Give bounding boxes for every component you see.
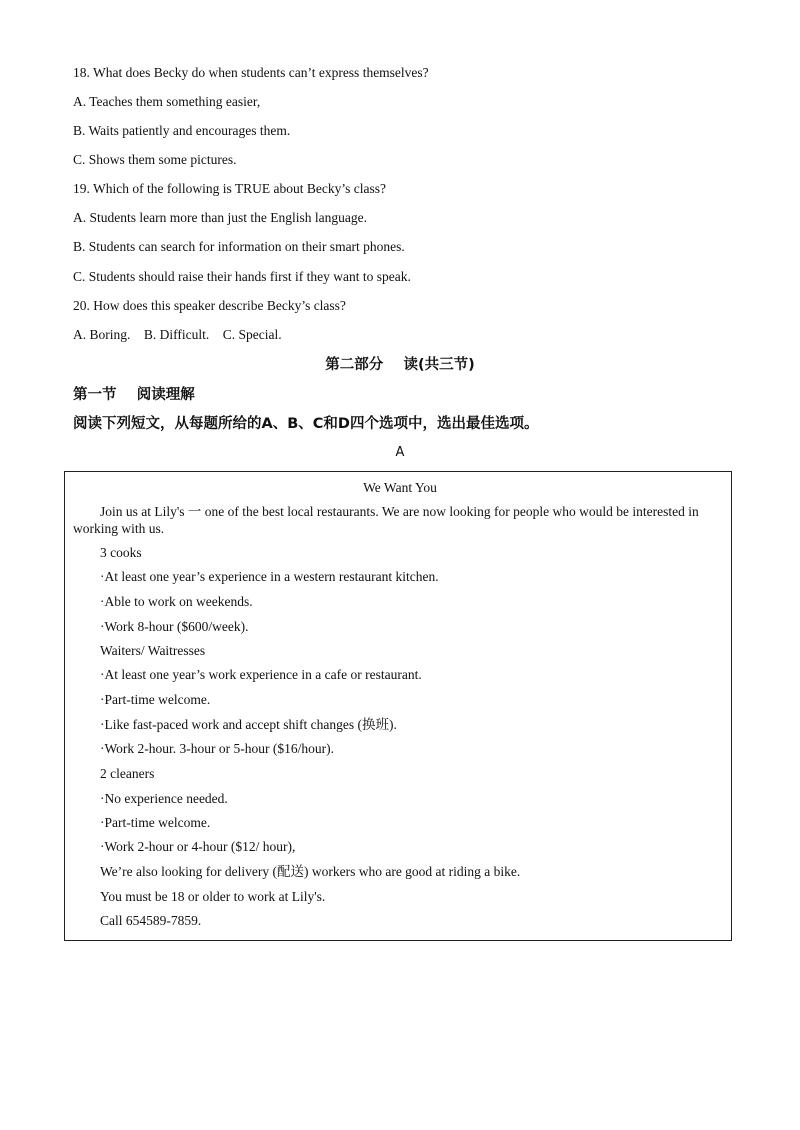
- question-18-option-b: B. Waits patiently and encourages them.: [73, 123, 291, 138]
- ad-line: ·Like fast-paced work and accept shift changes (换班).: [100, 717, 397, 732]
- ad-line: ·Work 8-hour ($600/week).: [100, 619, 249, 634]
- part-title: 第二部分 读(共三节): [325, 357, 475, 373]
- ad-line-age-requirement: You must be 18 or older to work at Lily's.: [100, 889, 326, 904]
- ad-line: ·At least one year’s experience in a western restaurant kitchen.: [100, 569, 439, 584]
- ad-line: ·At least one year’s work experience in a cafe or restaurant.: [100, 667, 422, 682]
- ad-line-delivery: We’re also looking for delivery (配送) workers who are good at riding a bike.: [100, 864, 521, 879]
- ad-title: We Want You: [363, 480, 437, 495]
- instruction: 阅读下列短文，从每题所给的A、B、C和D四个选项中，选出最佳选项。: [73, 416, 539, 432]
- ad-line-cleaners-heading: 2 cleaners: [100, 766, 155, 781]
- question-19-option-c: C. Students should raise their hands first if they want to speak.: [73, 269, 411, 284]
- ad-intro: Join us at Lily's 一 one of the best local restaurants. We are now looking for people who would be interested in working with us.: [73, 504, 699, 536]
- question-19-option-b: B. Students can search for information on their smart phones.: [73, 239, 405, 254]
- question-20-options: A. Boring. B. Difficult. C. Special.: [73, 327, 282, 342]
- ad-line: ·Able to work on weekends.: [100, 594, 253, 609]
- ad-line: ·Part-time welcome.: [100, 692, 211, 707]
- question-20-stem: 20. How does this speaker describe Becky’s class?: [73, 298, 346, 313]
- ad-line: ·Part-time welcome.: [100, 815, 211, 830]
- ad-line: ·Work 2-hour or 4-hour ($12/ hour),: [100, 839, 296, 854]
- ad-line-cooks-heading: 3 cooks: [100, 545, 142, 560]
- question-19-option-a: A. Students learn more than just the English language.: [73, 210, 367, 225]
- ad-line-waiters-heading: Waiters/ Waitresses: [100, 643, 206, 658]
- question-18-option-a: A. Teaches them something easier,: [73, 94, 261, 109]
- passage-label: A: [395, 445, 405, 460]
- section-title: 第一节 阅读理解: [73, 387, 195, 403]
- question-19-stem: 19. Which of the following is TRUE about Becky’s class?: [73, 181, 386, 196]
- ad-line: ·No experience needed.: [100, 791, 228, 806]
- question-18-stem: 18. What does Becky do when students can’t express themselves?: [73, 65, 429, 80]
- question-18-option-c: C. Shows them some pictures.: [73, 152, 237, 167]
- ad-line-phone: Call 654589-7859.: [100, 913, 202, 928]
- ad-line: ·Work 2-hour. 3-hour or 5-hour ($16/hour).: [100, 741, 334, 756]
